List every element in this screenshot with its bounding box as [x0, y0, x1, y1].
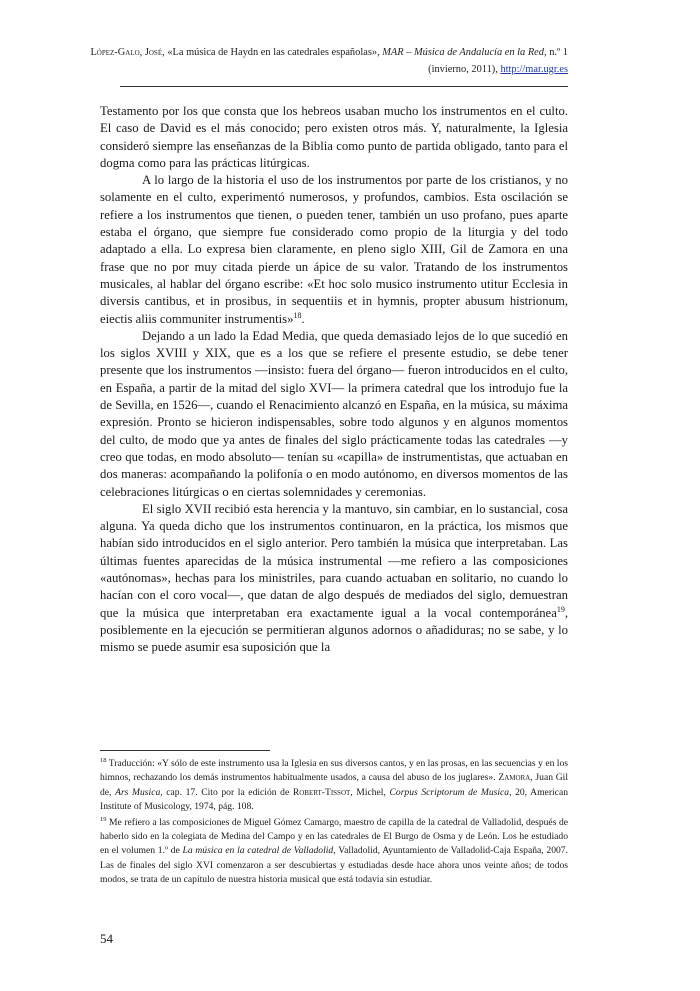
footnote-ref-19[interactable]: 19 — [556, 604, 565, 614]
header-article-title: «La música de Haydn en las catedrales españolas» — [167, 47, 378, 58]
footnote-18 — [100, 757, 568, 815]
header-url-link[interactable]: http://mar.ugr.es — [500, 64, 568, 75]
footnote-ref-18[interactable]: 18 — [293, 310, 302, 320]
paragraph-1: Testamento por los que consta que los hebreos usaban mucho los instrumentos en el culto. El caso de David es el más conocido; pero existen otros más. Y, naturalmente, la Iglesia consideró siempre las enseñanzas de la Biblia como punto de partida obligado, tanto para el dogma como para las prácticas litúrgicas. — [100, 104, 568, 170]
footnote-18-author: Zamora — [498, 772, 531, 784]
paragraph-4-text: El siglo XVII recibió esta herencia y la mantuvo, sin cambiar, en lo sustancial, cosa alguna. Ya queda dicho que los instrumentos continuaron, en la práctica, los mismos que habían sido introducidos en el siglo anterior. Pero también la música que interpretaban. Las últimas fuentes aparecidas de la música instrumental —me refiero a las composiciones «autónomas», hechas para los ministriles, para cuando actuaban en solitario, no cuando lo hacían con el coro vocal—, que datan de algo después de mediados del siglo, demuestran que la música que interpretaban era exactamente igual a la vocal contemporánea — [100, 501, 568, 620]
running-header: López-Galo, José, «La música de Haydn en las catedrales españolas», MAR – Música de Andalucía en la Red, n.º 1 (invierno, 2011), http://mar.ugr.es — [90, 47, 568, 75]
footnote-18-number: 18 — [100, 756, 107, 764]
footnote-19-number: 19 — [100, 815, 107, 823]
footnote-19-text-b: , Valladolid, Ayuntamiento de Valladolid-Caja España, 2007. Las de finales del siglo XVI comenzaron a ser descubiertas y estudiadas desde hace ahora unos veinte años; de todos modos, se trata de un capítulo de nuestra historia musical que está todavía sin estudiar. — [100, 845, 568, 886]
header-author: López-Galo, José — [90, 47, 163, 58]
footnote-19-book: La música en la catedral de Valladolid — [182, 845, 334, 857]
paragraph-4 — [100, 501, 568, 657]
paragraph-2 — [100, 172, 568, 328]
footnote-rule — [100, 750, 270, 751]
footnote-19-text: Me refiero a las composiciones de Miguel Gómez Camargo, maestro de capilla de la catedral de Valladolid, después de haberlo sido en la colegiata de Medina del Campo y en las catedrales de El Burgo de Osma y de León. Los he estudiado en el volumen 1.º de — [100, 816, 568, 857]
paragraph-4-text-cont: , posiblemente en la ejecución se permitieran algunos adornos o añadiduras; no se sabe, y lo mismo se puede asumir esa suposición que la — [100, 605, 568, 655]
footnote-18-series: Corpus Scriptorum de Musica — [389, 786, 510, 798]
header-journal: MAR – Música de Andalucía en la Red — [382, 47, 544, 58]
paragraph-2-end: . — [301, 311, 305, 326]
main-text — [100, 103, 568, 657]
header-rule — [120, 86, 568, 87]
footnotes — [100, 757, 568, 889]
footnote-18-text-e: , 20, American Institute of Musicology, 1974, pág. 108. — [100, 786, 568, 813]
paragraph-2-text: A lo largo de la historia el uso de los instrumentos por parte de los cristianos, y no solamente en el culto, experimentó numerosos, y profundos, cambios. Esta oscilación se refiere a los instrumentos que tienen, o pueden tener, también un uso profano, pues aparte estaba el órgano, que siempre fue considerado como propio de la liturgia y del todo adaptado a ella. Lo expresa bien claramente, en pleno siglo XIII, Gil de Zamora en una frase que no por muy citada pierde un ápice de su valor. Tratando de los instrumentos musicales, al hablar del órgano escribe: «Et hoc solo musico instrumento utitur Ecclesia in diversis cantibus, et in prosibus, in sequentiis et in hymnis, propter abusum histrionum, eiectis aliis communiter instrumentis» — [100, 173, 568, 326]
footnote-18-text: Traducción: «Y sólo de este instrumento usa la Iglesia en sus diversos cantos, y en las prosas, en las secuencias y en los himnos, rechazando los demás instrumentos habitualmente usados, a causa del abuso de los juglares». — [100, 758, 568, 784]
footnote-18-text-d: , Michel, — [350, 786, 390, 798]
footnote-18-editor: Robert-Tissot — [292, 786, 351, 798]
page-number: 54 — [100, 931, 113, 946]
header-issue: n.º 1 (invierno, 2011) — [428, 47, 568, 75]
footnote-18-work: Ars Musica, — [115, 786, 163, 798]
footnote-18-text-b: , Juan Gil de, — [100, 772, 568, 798]
footnote-18-text-c: cap. 17. Cito por la edición de — [162, 786, 293, 798]
paragraph-3: Dejando a un lado la Edad Media, que queda demasiado lejos de lo que sucedió en los siglos XVIII y XIX, que es a los que se refiere el presente estudio, se debe tener presente que los instrumentos —insisto: fuera del órgano— fueron introducidos en el culto, en España, a partir de la mitad del siglo XVI— la primera catedral que los introdujo fue la de Sevilla, en 1526—, cuando el Renacimiento alcanzó en España, en la música, su máxima expresión. Pronto se hicieron indispensables, sobre todo algunos y en algunos momentos del culto, de modo que ya antes de finales del siglo prácticamente todas las catedrales —y creo que todas, en modo absoluto— tenían su «capilla» de instrumentistas, que actuaban en dos maneras: acompañando la polifonía o en modo autónomo, en diversos momentos de las celebraciones litúrgicas o en ciertas solemnidades y ceremonias. — [100, 328, 568, 499]
footnote-19 — [100, 816, 568, 888]
